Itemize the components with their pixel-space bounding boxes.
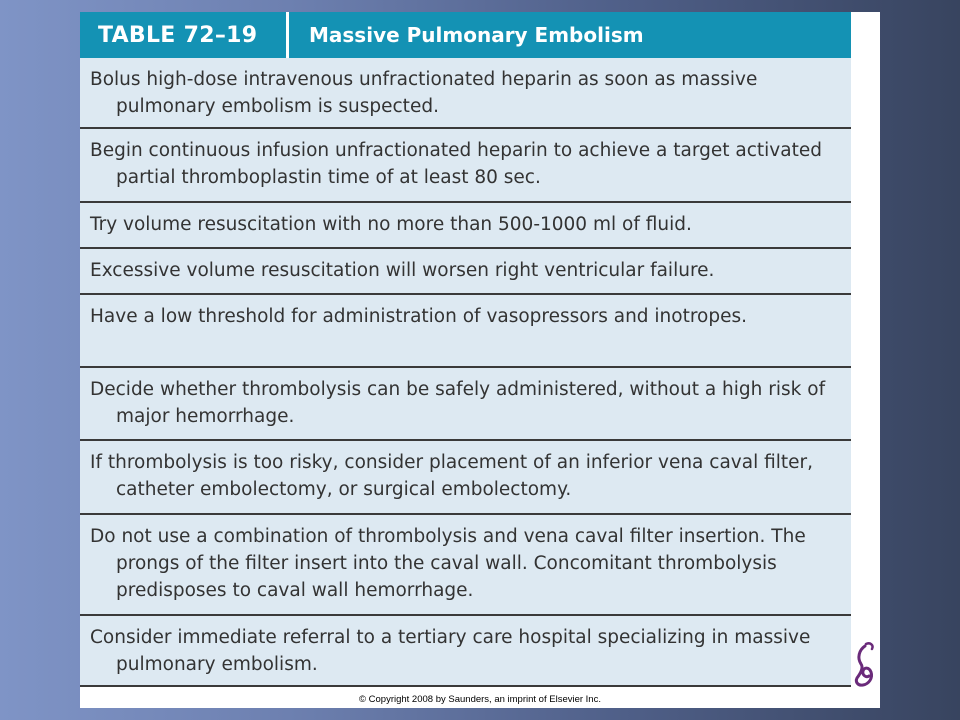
row-text: Do not use a combination of thrombolysis and vena caval filter insertion. The prongs of the filter insert into the caval wall. Concomitant thrombolysis predisposes to caval wall hemorrhage. [90, 526, 806, 601]
table-row [80, 249, 851, 295]
table-number: TABLE 72–19 [98, 22, 258, 48]
table-row [80, 515, 851, 616]
table-body [80, 58, 851, 687]
table-row [80, 368, 851, 441]
table-row [80, 203, 851, 249]
table-row [80, 295, 851, 368]
row-text: Try volume resuscitation with no more than 500-1000 ml of fluid. [90, 214, 692, 235]
row-text: Begin continuous infusion unfractionated heparin to achieve a target activated partial thromboplastin time of at least 80 sec. [90, 140, 822, 188]
table-row [80, 129, 851, 203]
slide-panel [80, 12, 880, 708]
row-text: Excessive volume resuscitation will worsen right ventricular failure. [90, 260, 715, 281]
table-title: Massive Pulmonary Embolism [309, 23, 644, 47]
table-header [80, 12, 851, 58]
table-row [80, 58, 851, 129]
row-text: Have a low threshold for administration of vasopressors and inotropes. [90, 306, 748, 327]
row-text: Bolus high-dose intravenous unfractionated heparin as soon as massive pulmonary embolism is suspected. [90, 69, 758, 117]
table-row [80, 441, 851, 515]
row-text: Decide whether thrombolysis can be safely administered, without a high risk of major hemorrhage. [90, 379, 826, 427]
copyright-notice: © Copyright 2008 by Saunders, an imprint of Elsevier Inc. [359, 694, 601, 705]
table-row [80, 616, 851, 687]
row-text: If thrombolysis is too risky, consider placement of an inferior vena caval filter, catheter embolectomy, or surgical embolectomy. [90, 452, 813, 500]
elsevier-logo-icon [852, 640, 878, 688]
row-text: Consider immediate referral to a tertiary care hospital specializing in massive pulmonary embolism. [90, 627, 811, 675]
